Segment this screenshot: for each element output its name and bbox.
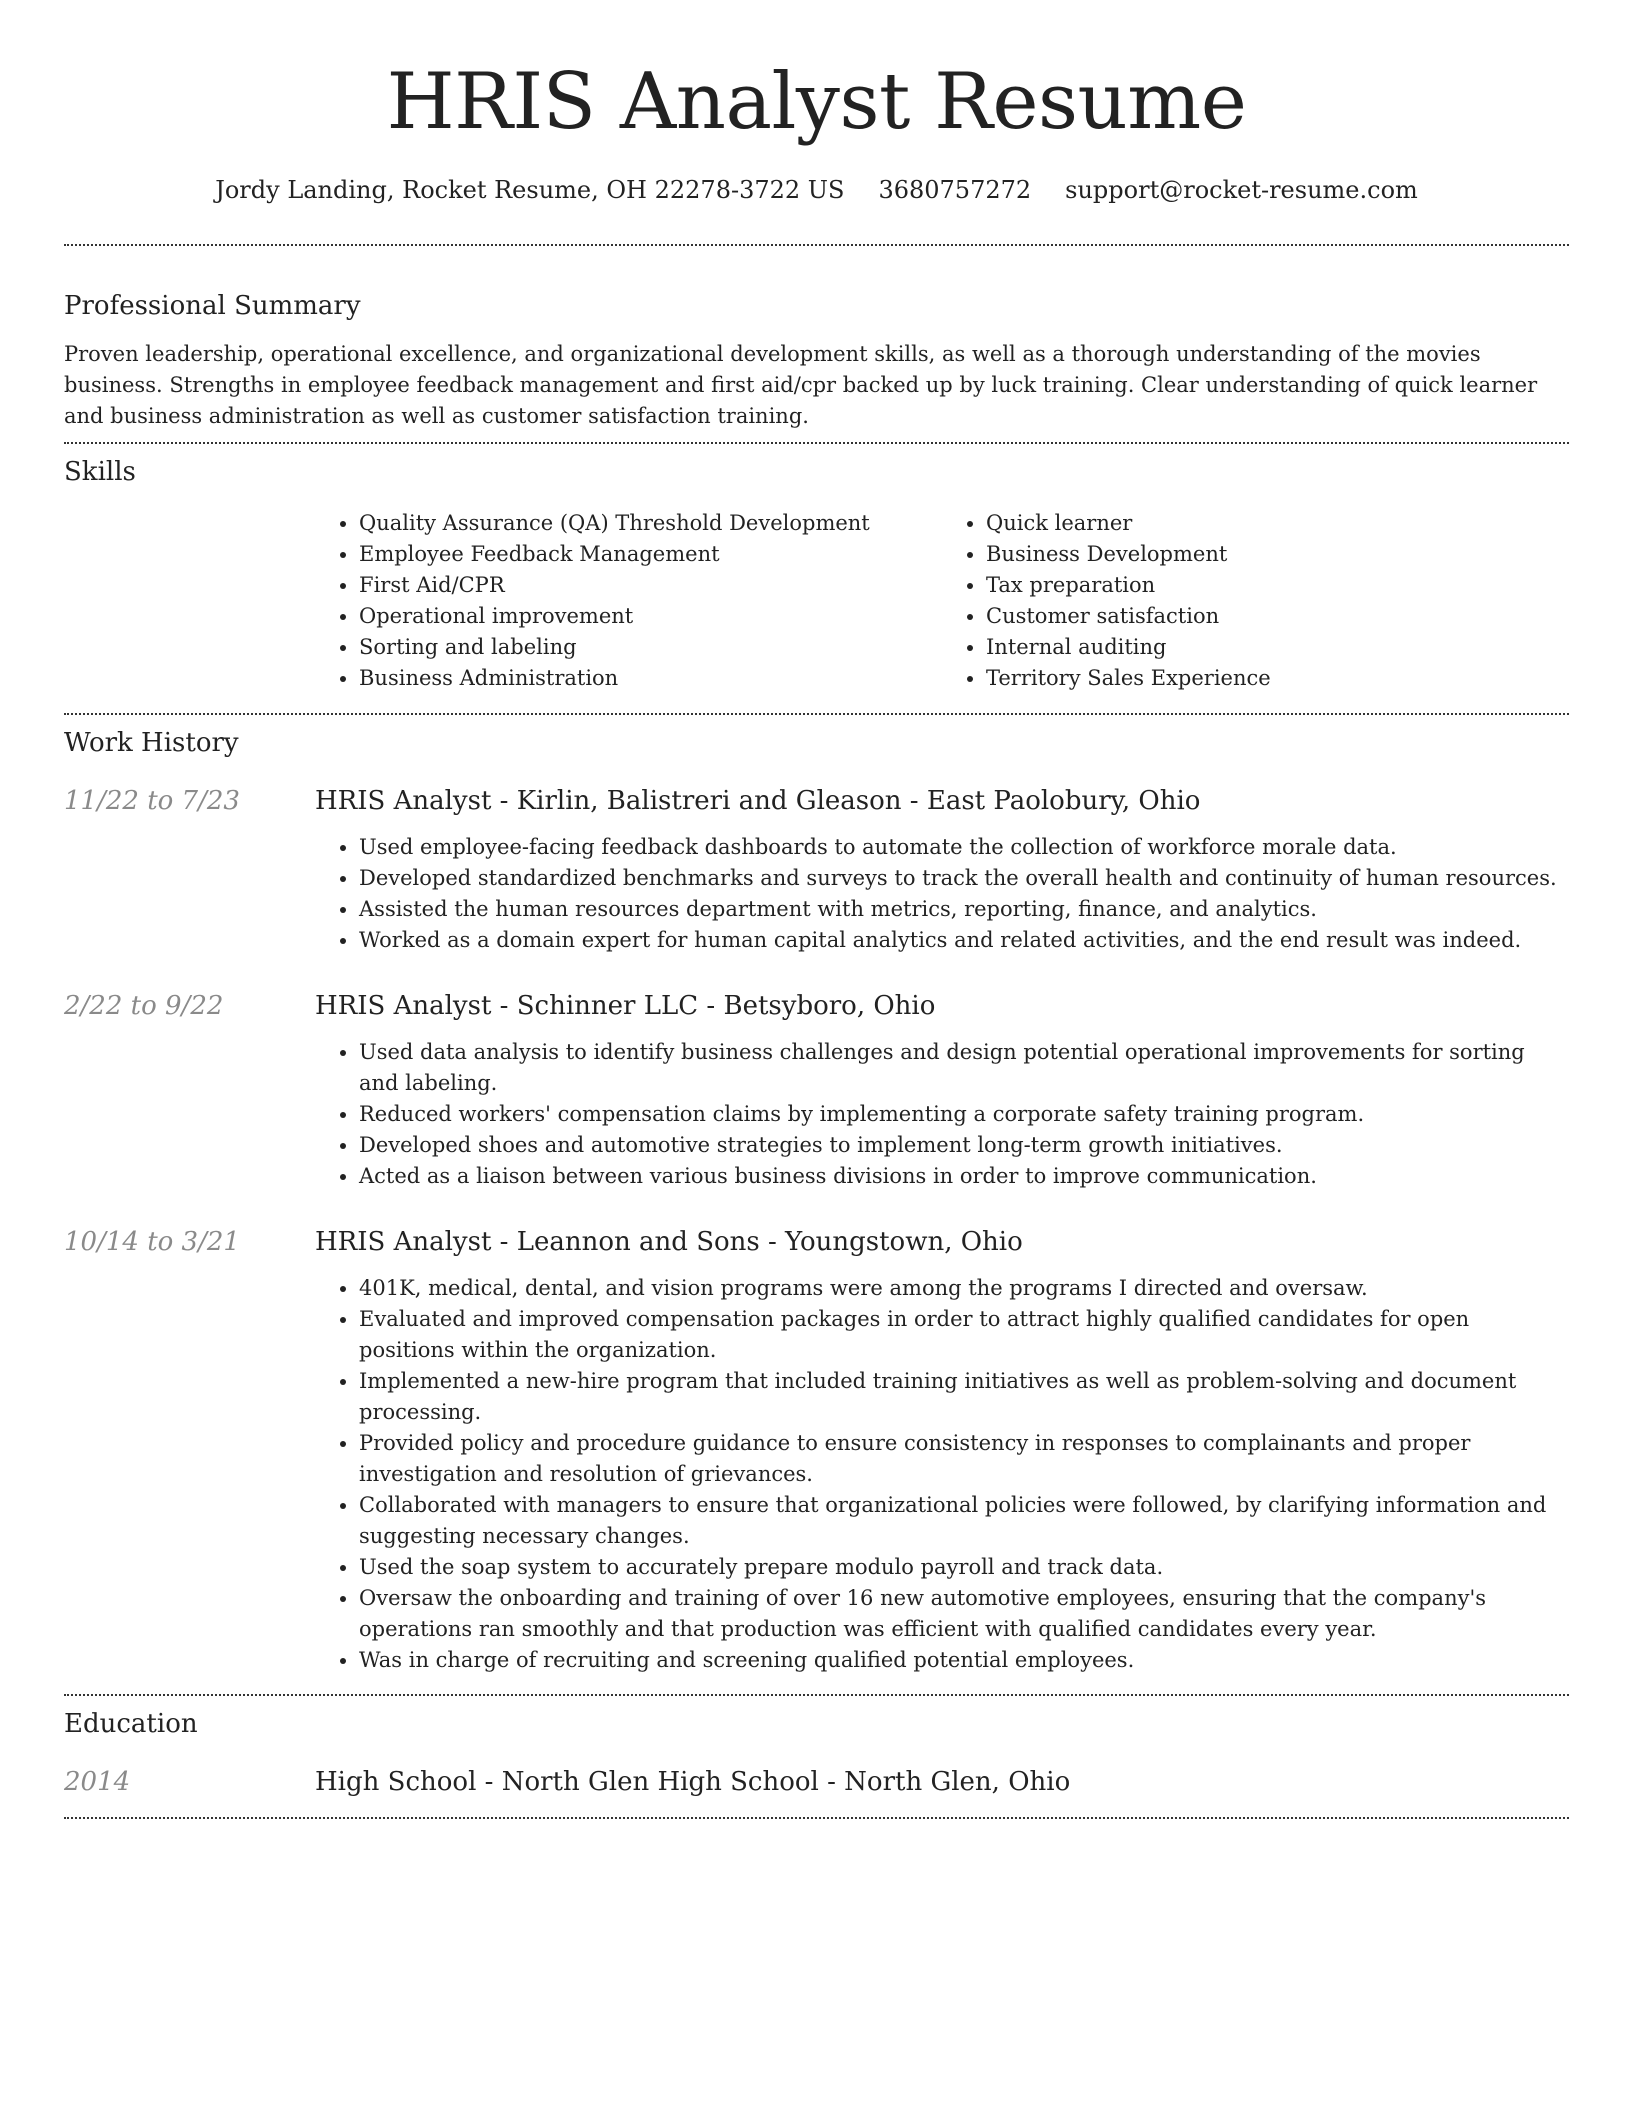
job-bullet: • Used employee-facing feedback dashboards to automate the collection of workforce morale data. <box>359 832 1569 863</box>
resume-page <box>64 0 1569 1819</box>
job-bullet: • Provided policy and procedure guidance to ensure consistency in responses to complainants and proper investigation and resolution of grievances. <box>359 1428 1569 1490</box>
skill-item: • Employee Feedback Management <box>359 539 942 570</box>
skill-item: • Quality Assurance (QA) Threshold Development <box>359 508 942 539</box>
job-dates: 2/22 to 9/22 <box>64 991 224 1021</box>
job-bullet: • Assisted the human resources department with metrics, reporting, finance, and analytics. <box>359 894 1569 925</box>
section-heading-summary: Professional Summary <box>64 291 361 321</box>
job-bullet: • Used the soap system to accurately prepare modulo payroll and track data. <box>359 1552 1569 1583</box>
job-bullet: • Was in charge of recruiting and screening qualified potential employees. <box>359 1645 1569 1676</box>
skill-item: • Internal auditing <box>986 632 1569 663</box>
education-title: High School - North Glen High School - North Glen, Ohio <box>315 1767 1071 1797</box>
contact-email: support@rocket-resume.com <box>1065 176 1418 204</box>
job-bullet: • Used data analysis to identify business challenges and design potential operational improvements for sorting and labeling. <box>359 1037 1569 1099</box>
job-bullets <box>315 832 1569 956</box>
job-bullets <box>315 1273 1569 1676</box>
job-bullet: • Developed shoes and automotive strategies to implement long-term growth initiatives. <box>359 1130 1569 1161</box>
summary-text: Proven leadership, operational excellence, and organizational development skills, as well as a thorough understanding of the movies business. Strengths in employee feedback management and first aid/cpr backed up by luck training. Clear understanding of quick learner and business administration as well as customer satisfaction training. <box>64 342 1538 428</box>
section-divider <box>64 1817 1569 1819</box>
job-bullet: • Collaborated with managers to ensure that organizational policies were followed, by clarifying information and suggesting necessary changes. <box>359 1490 1569 1552</box>
job-bullet: • Acted as a liaison between various business divisions in order to improve communication. <box>359 1161 1569 1192</box>
job-entry <box>64 1225 1569 1676</box>
contact-line <box>64 174 1569 206</box>
skill-item: • First Aid/CPR <box>359 570 942 601</box>
contact-address: Jordy Landing, Rocket Resume, OH 22278-3722 US <box>215 176 845 204</box>
skills-list <box>315 508 1569 694</box>
job-bullet: • 401K, medical, dental, and vision programs were among the programs I directed and oversaw. <box>359 1273 1569 1304</box>
section-heading-education: Education <box>64 1709 198 1739</box>
contact-phone: 3680757272 <box>878 176 1032 204</box>
job-bullet: • Developed standardized benchmarks and surveys to track the overall health and continuity of human resources. <box>359 863 1569 894</box>
job-entry <box>64 989 1569 1192</box>
job-header <box>64 989 1569 1023</box>
education-year: 2014 <box>64 1767 131 1797</box>
section-divider <box>64 442 1569 444</box>
job-dates: 10/14 to 3/21 <box>64 1227 240 1257</box>
section-divider <box>64 713 1569 715</box>
education-entry <box>64 1765 1569 1799</box>
skill-item: • Sorting and labeling <box>359 632 942 663</box>
skill-item: • Territory Sales Experience <box>986 663 1569 694</box>
job-title: HRIS Analyst - Kirlin, Balistreri and Gleason - East Paolobury, Ohio <box>315 786 1201 816</box>
skill-item: • Tax preparation <box>986 570 1569 601</box>
job-header <box>64 1225 1569 1259</box>
job-header <box>64 784 1569 818</box>
summary-section <box>64 289 1569 432</box>
education-section <box>64 1707 1569 1799</box>
job-bullet: • Evaluated and improved compensation packages in order to attract highly qualified candidates for open positions within the organization. <box>359 1304 1569 1366</box>
skill-item: • Business Administration <box>359 663 942 694</box>
job-bullet: • Implemented a new-hire program that included training initiatives as well as problem-solving and document processing. <box>359 1366 1569 1428</box>
section-divider <box>64 1694 1569 1696</box>
work-history-section <box>64 726 1569 1676</box>
job-bullet: • Reduced workers' compensation claims by implementing a corporate safety training program. <box>359 1099 1569 1130</box>
section-divider <box>64 244 1569 246</box>
job-bullet: • Worked as a domain expert for human capital analytics and related activities, and the end result was indeed. <box>359 925 1569 956</box>
section-heading-skills: Skills <box>64 457 136 487</box>
skill-item: • Business Development <box>986 539 1569 570</box>
job-entry <box>64 784 1569 956</box>
job-title: HRIS Analyst - Schinner LLC - Betsyboro, Ohio <box>315 991 936 1021</box>
skill-item: • Customer satisfaction <box>986 601 1569 632</box>
skills-column-right <box>942 508 1569 694</box>
job-bullet: • Oversaw the onboarding and training of over 16 new automotive employees, ensuring that the company's operations ran smoothly and that production was efficient with qualified candidates every year. <box>359 1583 1569 1645</box>
job-bullets <box>315 1037 1569 1192</box>
section-heading-work: Work History <box>64 728 239 758</box>
job-title: HRIS Analyst - Leannon and Sons - Youngstown, Ohio <box>315 1227 1023 1257</box>
skill-item: • Quick learner <box>986 508 1569 539</box>
resume-title: HRIS Analyst Resume <box>386 57 1247 147</box>
skills-column-left <box>315 508 942 694</box>
job-dates: 11/22 to 7/23 <box>64 786 240 816</box>
skills-section <box>64 455 1569 694</box>
skill-item: • Operational improvement <box>359 601 942 632</box>
